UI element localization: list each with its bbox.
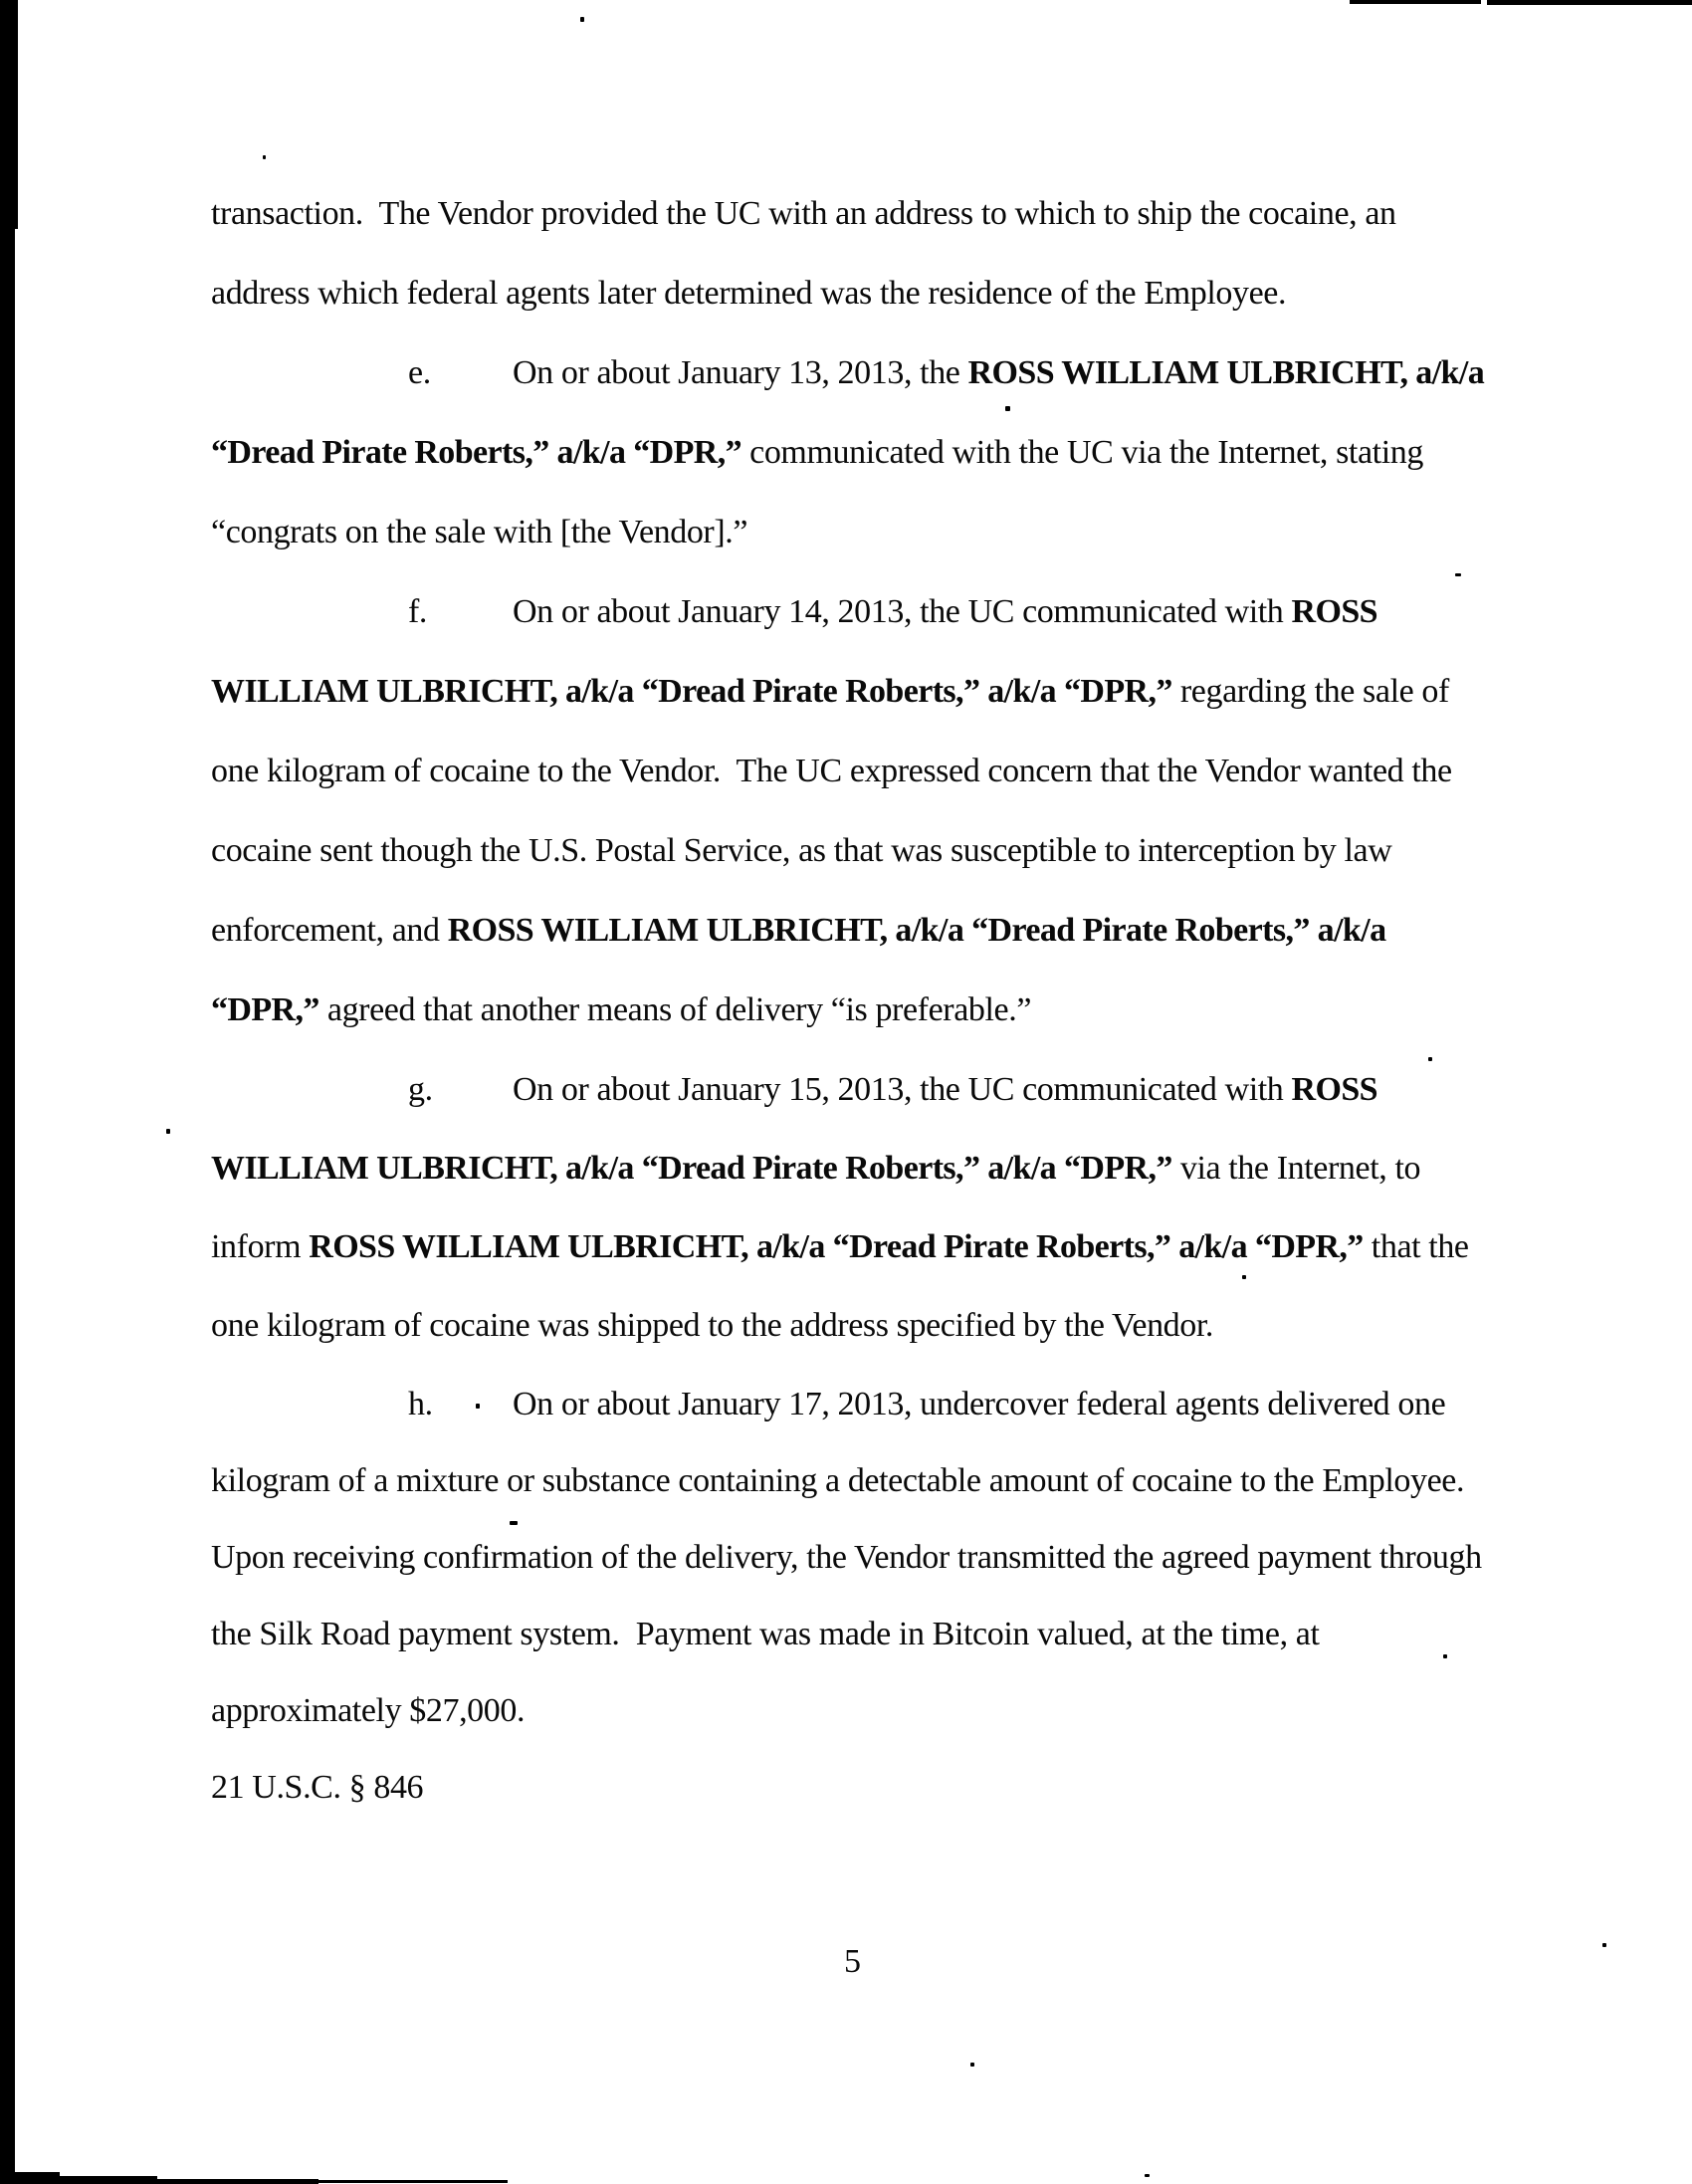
text-segment: 21 U.S.C. § 846 — [211, 1769, 424, 1806]
scan-strip-left-edge-top — [15, 0, 18, 229]
bold-text-segment: WILLIAM ULBRICHT, a/k/a “Dread Pirate Roberts,” a/k/a “DPR,” — [211, 673, 1172, 710]
scan-strip-bottom-left-d — [314, 2180, 508, 2183]
text-segment: On or about January 15, 2013, the UC communicated with — [513, 1071, 1292, 1108]
scan-speck — [1455, 573, 1461, 576]
text-line — [211, 1538, 1482, 1578]
paragraph-letter — [408, 1385, 433, 1424]
bold-text-segment: “DPR,” — [211, 991, 319, 1028]
bold-text-segment: ROSS WILLIAM ULBRICHT, a/k/a — [967, 354, 1485, 391]
text-line — [211, 672, 1449, 712]
text-segment: On or about January 13, 2013, the — [513, 354, 968, 391]
scan-speck — [263, 155, 266, 159]
page-number: 5 — [844, 1943, 861, 1980]
text-line — [211, 1691, 525, 1731]
scan-strip-top-right-a — [1350, 0, 1481, 4]
text-line — [211, 194, 1396, 234]
scan-speck — [970, 2063, 974, 2067]
text-segment: that the — [1363, 1228, 1469, 1265]
scan-speck — [1242, 1275, 1246, 1279]
text-segment: e. — [408, 354, 431, 391]
text-segment: the Silk Road payment system. Payment was made in Bitcoin valued, at the time, at — [211, 1616, 1320, 1652]
bold-text-segment: ROSS WILLIAM ULBRICHT, a/k/a “Dread Pirate Roberts,” a/k/a — [447, 912, 1386, 949]
paragraph-letter — [408, 1070, 433, 1110]
scan-speck — [510, 1521, 518, 1525]
text-segment: via the Internet, to — [1171, 1150, 1421, 1187]
bold-text-segment: WILLIAM ULBRICHT, a/k/a “Dread Pirate Roberts,” a/k/a “DPR,” — [211, 1150, 1172, 1187]
text-segment: “congrats on the sale with [the Vendor].” — [211, 514, 748, 550]
text-line — [211, 990, 1031, 1030]
text-line — [211, 1306, 1213, 1346]
bold-text-segment: ROSS — [1291, 593, 1377, 630]
scan-speck — [476, 1404, 480, 1409]
text-line — [211, 911, 1385, 951]
scan-speck — [1443, 1654, 1447, 1658]
statute-citation — [211, 1768, 423, 1808]
text-segment: inform — [211, 1228, 310, 1265]
text-line — [211, 513, 747, 552]
bold-text-segment: ROSS — [1291, 1071, 1377, 1108]
text-segment: Upon receiving confirmation of the delivery, the Vendor transmitted the agreed payment through — [211, 1539, 1482, 1576]
text-line — [513, 1385, 1445, 1424]
text-segment: one kilogram of cocaine was shipped to the address specified by the Vendor. — [211, 1307, 1214, 1344]
text-line — [211, 1227, 1469, 1267]
scan-strip-bottom-left-c — [55, 2179, 318, 2184]
text-segment: approximately $27,000. — [211, 1692, 526, 1729]
text-line — [211, 752, 1452, 791]
text-segment: On or about January 14, 2013, the UC communicated with — [513, 593, 1292, 630]
text-segment: kilogram of a mixture or substance containing a detectable amount of cocaine to the Employee. — [211, 1462, 1465, 1499]
scan-speck — [580, 17, 584, 22]
text-line — [513, 592, 1377, 632]
text-segment: g. — [408, 1071, 433, 1108]
text-line — [211, 274, 1286, 314]
paragraph-letter — [408, 592, 427, 632]
text-segment: regarding the sale of — [1171, 673, 1449, 710]
text-segment: one kilogram of cocaine to the Vendor. The UC expressed concern that the Vendor wanted the — [211, 753, 1452, 789]
text-line — [211, 1615, 1320, 1654]
scan-strip-top-right-b — [1487, 0, 1692, 5]
text-line — [211, 433, 1423, 473]
text-segment: f. — [408, 593, 428, 630]
text-segment: h. — [408, 1386, 433, 1422]
scan-speck — [1145, 2174, 1150, 2177]
text-line — [513, 353, 1484, 393]
scan-speck — [166, 1129, 170, 1134]
scan-speck — [1428, 1057, 1432, 1061]
bold-text-segment: ROSS WILLIAM ULBRICHT, a/k/a “Dread Pirate Roberts,” a/k/a “DPR,” — [309, 1228, 1364, 1265]
bold-text-segment: “Dread Pirate Roberts,” a/k/a “DPR,” — [211, 434, 742, 471]
text-segment: address which federal agents later determined was the residence of the Employee. — [211, 275, 1287, 312]
scan-strip-left-edge — [0, 0, 15, 2184]
text-segment: On or about January 17, 2013, undercover federal agents delivered one — [513, 1386, 1446, 1422]
text-segment: agreed that another means of delivery “is preferable.” — [318, 991, 1032, 1028]
scan-speck — [1005, 406, 1010, 411]
text-segment: communicated with the UC via the Internet, stating — [741, 434, 1423, 471]
text-line — [211, 1461, 1464, 1501]
text-segment: enforcement, and — [211, 912, 448, 949]
text-segment: cocaine sent though the U.S. Postal Service, as that was susceptible to interception by law — [211, 832, 1392, 869]
scan-speck — [1602, 1943, 1606, 1947]
text-segment: transaction. The Vendor provided the UC with an address to which to ship the cocaine, an — [211, 195, 1396, 232]
text-line — [211, 831, 1391, 871]
text-line — [211, 1149, 1420, 1189]
text-line — [513, 1070, 1377, 1110]
paragraph-letter — [408, 353, 431, 393]
